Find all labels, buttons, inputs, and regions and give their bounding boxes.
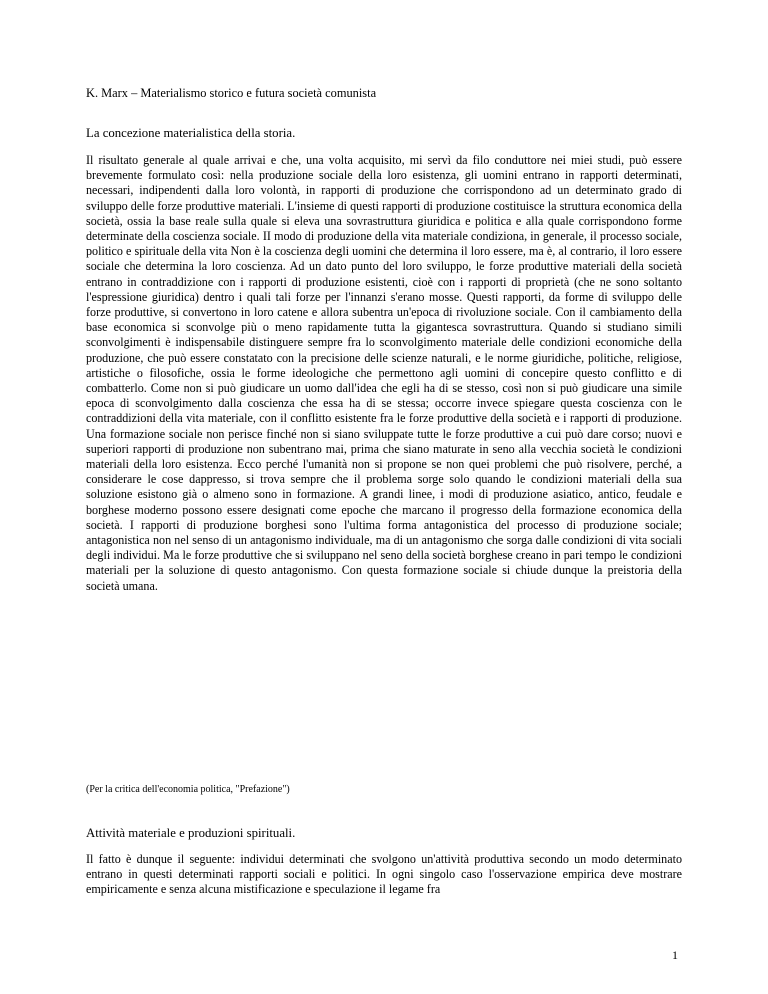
section-paragraph-material-activity: Il fatto è dunque il seguente: individui determinati che svolgono un'attività produttiva secondo un modo determinato entrano in questi determinati rapporti sociali e politici. In ogni singolo caso l'osservazione empirica deve mostrare empiricamente e senza alcuna mistificazione e speculazione il legame fra bbox=[86, 852, 682, 897]
document-title: K. Marx – Materialismo storico e futura società comunista bbox=[86, 86, 377, 100]
section-heading-material-activity: Attività materiale e produzioni spirituali. bbox=[86, 826, 296, 840]
section-heading-materialist-conception: La concezione materialistica della storia. bbox=[86, 126, 296, 140]
citation: (Per la critica dell'economia politica, "Prefazione") bbox=[86, 784, 290, 795]
page-number: 1 bbox=[672, 948, 678, 962]
section-paragraph-materialist-conception: Il risultato generale al quale arrivai e che, una volta acquisito, mi servì da filo conduttore nei miei studi, può essere brevemente formulato così: nella produzione sociale della loro esistenza, gli uomini entrano in rapporti determinati, necessari, indipendenti dalla loro volontà, in rapporti di produzione che corrispondono ad un determinato grado di sviluppo delle forze produttive materiali. L'insieme di questi rapporti di produzione costituisce la struttura economica della società, ossia la base reale sulla quale si eleva una sovrastruttura giuridica e politica e alla quale corrispondono forme determinate della coscienza sociale. II modo di produzione della vita materiale condiziona, in generale, il processo sociale, politico e spirituale della vita Non è la coscienza degli uomini che determina il loro essere, ma è, al contrario, il loro essere sociale che determina la loro coscienza. Ad un dato punto del loro sviluppo, le forze produttive materiali della società entrano in contraddizione con i rapporti di produzione esistenti, cioè con i rapporti di proprietà (che ne sono soltanto l'espressione giuridica) dentro i quali tali forze per l'innanzi s'erano mosse. Questi rapporti, da forme di sviluppo delle forze produttive, si convertono in loro catene e allora subentra un'epoca di rivoluzione sociale. Con il cambiamento della base economica si sconvolge più o meno rapidamente tutta la gigantesca sovrastruttura. Quando si studiano simili sconvolgimenti è indispensabile distinguere sempre fra lo sconvolgimento materiale delle condizioni economiche della produzione, che può essere constatato con la precisione delle scienze naturali, e le norme giuridiche, politiche, religiose, artistiche o filosofiche, ossia le forme ideologiche che permettono agli uomini di concepire questo conflitto e di combatterlo. Come non si può giudicare un uomo dall'idea che egli ha di se stesso, così non si può giudicare una simile epoca di sconvolgimento dalla coscienza che essa ha di se stessa; occorre invece spiegare questa coscienza con le contraddizioni della vita materiale, con il conflitto esistente fra le forze produttive della società e i rapporti di produzione. Una formazione sociale non perisce finché non si siano sviluppate tutte le forze produttive a cui può dare corso; nuovi e superiori rapporti di produzione non subentrano mai, prima che siano maturate in seno alla vecchia società le condizioni materiali della loro esistenza. Ecco perché l'umanità non si propone se non quei problemi che può risolvere, perché, a considerare le cose dappresso, si trova sempre che il problema sorge solo quando le condizioni materiali della sua soluzione esistono già o almeno sono in formazione. A grandi linee, i modi di produzione asiatico, antico, feudale e borghese moderno possono essere designati come epoche che marcano il progresso della formazione economica della società. I rapporti di produzione borghesi sono l'ultima forma antagonistica del processo di produzione sociale; antagonistica non nel senso di un antagonismo individuale, ma di un antagonismo che sorga dalle condizioni di vita sociali degli individui. Ma le forze produttive che si sviluppano nel seno della società borghese creano in pari tempo le condizioni materiali per la soluzione di questo antagonismo. Con questa formazione sociale si chiude dunque la preistoria della società umana. bbox=[86, 153, 682, 593]
